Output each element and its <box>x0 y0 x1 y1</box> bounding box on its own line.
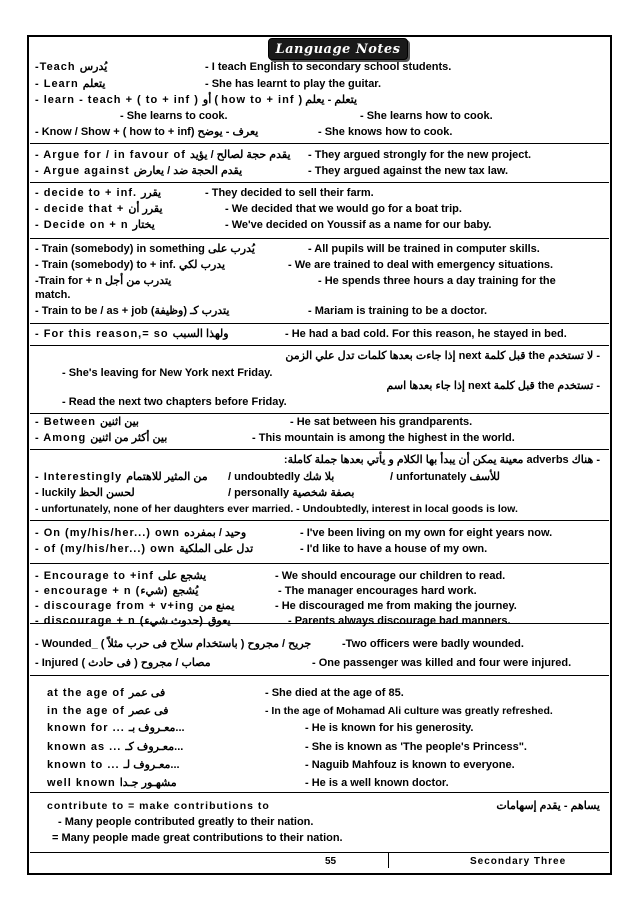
note-term: - decide that + يقرر أن <box>35 203 163 215</box>
note-example: - I've been living on my own for eight years now. <box>300 527 553 539</box>
note-example: - He discouraged me from making the journey. <box>275 600 517 612</box>
note-term: - learn - teach + ( to + inf ) أو ( how to + inf ) يتعلم - يعلم <box>35 94 358 106</box>
section-divider <box>30 413 609 414</box>
note-example: - He spends three hours a day training for the <box>318 275 556 287</box>
note-example: - The manager encourages hard work. <box>278 585 477 597</box>
section-divider <box>30 675 609 676</box>
note-term: known as ... معـروف كـ... <box>47 741 184 753</box>
section-divider <box>30 520 609 521</box>
note-example: - Parents always discourage bad manners. <box>288 615 511 627</box>
note-example: - She knows how to cook. <box>318 126 453 138</box>
note-term: - discourage + n (حدوث شيء) يعوق <box>35 615 231 627</box>
note-term: / unfortunately للأسف <box>390 471 500 483</box>
note-example: - He had a bad cold. For this reason, he stayed in bed. <box>285 328 567 340</box>
note-example: - We should encourage our children to read. <box>275 570 506 582</box>
note-example: - Many people contributed greatly to their nation. <box>58 816 314 828</box>
note-example: - They argued strongly for the new project. <box>308 149 532 161</box>
note-example: -Two officers were badly wounded. <box>342 638 524 650</box>
note-example: - He is a well known doctor. <box>305 777 449 789</box>
note-example: - She learns to cook. <box>120 110 228 122</box>
note-term: - Train (somebody) to + inf. يدرب لكي <box>35 259 226 271</box>
note-example: - They argued against the new tax law. <box>308 165 509 177</box>
section-divider <box>30 345 609 346</box>
note-term: - discourage from + v+ing يمنع من <box>35 600 235 612</box>
note-term: - Among بين أكثر من اثنين <box>35 432 168 444</box>
section-divider <box>30 143 609 144</box>
footer-label: Secondary Three <box>470 856 567 867</box>
note-example: - She learns how to cook. <box>360 110 493 122</box>
note-example: - They decided to sell their farm. <box>205 187 374 199</box>
note-term: match. <box>35 289 71 301</box>
note-term-arabic: يساهم - يقدم إسهامات <box>496 800 600 812</box>
note-term: in the age of فى عصر <box>47 705 169 717</box>
note-term: - Interestingly من المثير للاهتمام <box>35 471 208 483</box>
note-term: - decide to + inf. يقرر <box>35 187 162 199</box>
page-number: 55 <box>325 856 337 867</box>
note-example: - We've decided on Youssif as a name for our baby. <box>225 219 492 231</box>
note-term: - Argue for / in favour of يقدم حجة لصالح / يؤيد <box>35 149 291 161</box>
note-example: - We decided that we would go for a boat trip. <box>225 203 462 215</box>
note-term: / undoubtedly بلا شك <box>228 471 335 483</box>
note-term: - Between بين اثنين <box>35 416 139 428</box>
note-term: - of (my/his/her...) own تدل على الملكية <box>35 543 254 555</box>
note-rule-arabic: - تستخدم the قبل كلمة next إذا جاء بعدها اسم <box>386 380 600 392</box>
note-term: - Know / Show + ( how to + inf) يعرف - يوضح <box>35 126 259 138</box>
note-example: - This mountain is among the highest in the world. <box>252 432 515 444</box>
title-badge <box>268 38 408 60</box>
note-example: - All pupils will be trained in computer skills. <box>308 243 540 255</box>
note-example: - unfortunately, none of her daughters ever married. - Undoubtedly, interest in local goods is low. <box>35 503 518 515</box>
note-term: well known مشهـور جـدا <box>47 777 177 789</box>
note-term: / personally بصفة شخصية <box>228 487 355 499</box>
page-title: Language Notes <box>275 41 401 57</box>
note-example: = Many people made great contributions to their nation. <box>52 832 343 844</box>
note-term: - Train (somebody) in something يُدرب على <box>35 243 255 255</box>
note-term: - Injured ( مصاب / مجروح ( فى حادث <box>35 657 211 669</box>
section-divider <box>30 323 609 324</box>
note-example: - Naguib Mahfouz is known to everyone. <box>305 759 515 771</box>
note-term: - Train to be / as + job (وظيفة) يتدرب كـ <box>35 305 230 317</box>
note-term: at the age of فى عمر <box>47 687 166 699</box>
section-divider <box>30 792 609 793</box>
note-term: - On (my/his/her...) own وحيد / بمفرده <box>35 527 247 539</box>
note-term: known to ... معـروف لـ... <box>47 759 180 771</box>
note-example: - She is known as 'The people's Princess". <box>305 741 527 753</box>
note-term: -Teach يُدرس <box>35 61 108 73</box>
section-divider <box>30 449 609 450</box>
section-divider <box>30 182 609 183</box>
note-example: - One passenger was killed and four were injured. <box>312 657 572 669</box>
note-term: - Decide on + n يختار <box>35 219 155 231</box>
section-divider <box>30 238 609 239</box>
footer-divider <box>30 852 609 853</box>
note-example: - She died at the age of 85. <box>265 687 404 699</box>
note-rule-arabic: - هناك adverbs معينة يمكن أن يبدأ بها الكلام و يأتي بعدها جملة كاملة: <box>283 454 600 466</box>
footer-divider <box>388 852 389 868</box>
note-term: - Argue against يقدم الحجة ضد / يعارض <box>35 165 243 177</box>
note-term: -Train for + n يتدرب من أجل <box>35 275 172 287</box>
note-term: - Encourage to +inf يشجع على <box>35 570 207 582</box>
note-rule-arabic: - لا تستخدم the قبل كلمة next إذا جاءت بعدها كلمات تدل علي الزمن <box>285 350 600 362</box>
note-example: - She's leaving for New York next Friday. <box>62 367 273 379</box>
note-term: - Wounded_ ( جريح / مجروح ( باستخدام سلاح فى حرب مثلاً <box>35 638 312 650</box>
note-example: - I teach English to secondary school students. <box>205 61 452 73</box>
note-term: - luckily لحسن الحظ <box>35 487 135 499</box>
note-example: - We are trained to deal with emergency situations. <box>288 259 554 271</box>
note-term: - Learn يتعلم <box>35 78 106 90</box>
note-term: - encourage + n (شيء) يُشجع <box>35 585 199 597</box>
note-term: known for ... معـروف بـ... <box>47 722 185 734</box>
note-example: - He sat between his grandparents. <box>290 416 473 428</box>
note-example: - He is known for his generosity. <box>305 722 474 734</box>
note-example: - Read the next two chapters before Friday. <box>62 396 287 408</box>
note-term: - For this reason,= so ولهذا السبب <box>35 328 229 340</box>
note-example: - In the age of Mohamad Ali culture was greatly refreshed. <box>265 705 553 717</box>
note-term: contribute to = make contributions to <box>47 800 270 812</box>
note-example: - She has learnt to play the guitar. <box>205 78 382 90</box>
note-example: - I'd like to have a house of my own. <box>300 543 488 555</box>
section-divider <box>30 563 609 564</box>
note-example: - Mariam is training to be a doctor. <box>308 305 488 317</box>
